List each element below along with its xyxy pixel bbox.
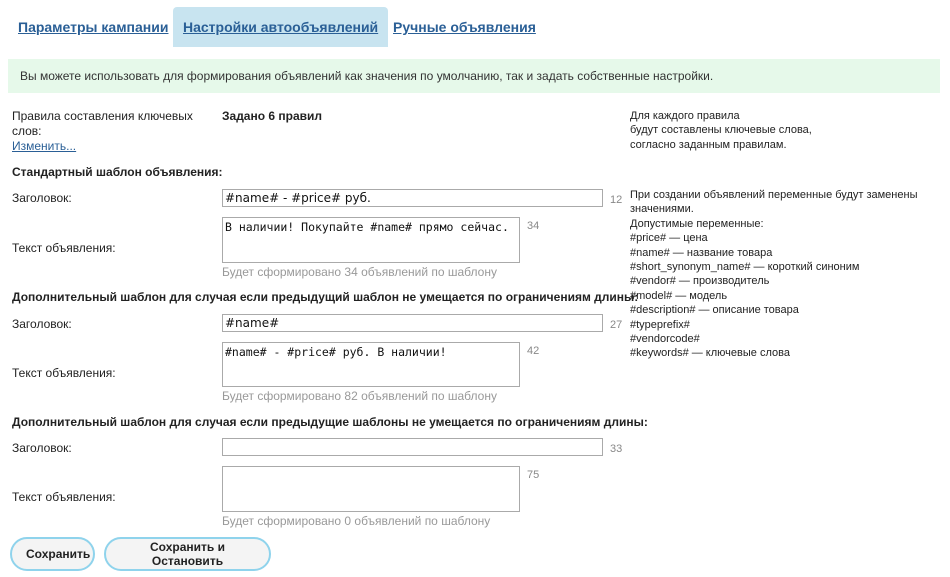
- text-input-standard[interactable]: [222, 217, 520, 263]
- tab-campaign-params[interactable]: Параметры кампании: [18, 19, 169, 35]
- save-button[interactable]: Сохранить: [10, 537, 95, 571]
- text-label: Текст объявления:: [12, 490, 116, 504]
- variable-item: #name# — название товара: [630, 246, 773, 259]
- text-label: Текст объявления:: [12, 241, 116, 255]
- variable-item: #model# — модель: [630, 289, 728, 302]
- rules-label-line1: Правила составления ключевых: [12, 109, 193, 123]
- header-char-counter: 27: [610, 319, 623, 331]
- variable-item: #price# — цена: [630, 232, 708, 245]
- text-input-fallback-2[interactable]: [222, 466, 520, 512]
- rules-note: [630, 109, 930, 152]
- header-char-counter: 12: [610, 194, 623, 206]
- variables-intro-line: При создании объявлений переменные будут заменены: [630, 189, 918, 201]
- text-char-counter: 75: [527, 469, 540, 481]
- rules-note-line: согласно заданным правилам.: [630, 138, 787, 151]
- generated-count-hint: Будет сформировано 34 объявлений по шаблону: [222, 265, 497, 279]
- rules-label-line2: слов:: [12, 124, 42, 138]
- header-label: Заголовок:: [12, 191, 72, 205]
- text-char-counter: 42: [527, 345, 540, 357]
- section-title-standard: Стандартный шаблон объявления:: [12, 165, 223, 179]
- edit-rules-link[interactable]: Изменить...: [12, 139, 77, 153]
- rules-note-line: Для каждого правила: [630, 110, 740, 122]
- generated-count-hint: Будет сформировано 82 объявлений по шаблону: [222, 389, 497, 403]
- variables-title: Допустимые переменные:: [630, 217, 764, 230]
- variable-item: #vendor# — производитель: [630, 275, 770, 288]
- header-input-fallback-2[interactable]: [222, 438, 603, 456]
- variables-intro-line: значениями.: [630, 203, 694, 216]
- header-input-standard[interactable]: [222, 189, 603, 207]
- variables-help: [630, 188, 930, 361]
- text-label: Текст объявления:: [12, 366, 116, 380]
- section-title-fallback-2: Дополнительный шаблон для случая если предыдущие шаблоны не умещается по ограничениям длины:: [12, 415, 648, 429]
- info-message: Вы можете использовать для формирования объявлений как значения по умолчанию, так и задать собственные настройки.: [8, 59, 940, 93]
- rules-note-line: будут составлены ключевые слова,: [630, 124, 812, 137]
- header-label: Заголовок:: [12, 317, 72, 331]
- generated-count-hint: Будет сформировано 0 объявлений по шаблону: [222, 514, 491, 528]
- text-char-counter: 34: [527, 220, 540, 232]
- text-input-fallback-1[interactable]: [222, 342, 520, 387]
- header-input-fallback-1[interactable]: [222, 314, 603, 332]
- tab-manual-ads[interactable]: Ручные объявления: [393, 19, 536, 35]
- section-title-fallback-1: Дополнительный шаблон для случая если предыдущий шаблон не умещается по ограничениям длины:: [12, 290, 639, 304]
- tab-auto-ads-settings[interactable]: Настройки автообъявлений: [173, 7, 388, 47]
- header-label: Заголовок:: [12, 441, 72, 455]
- variable-item: #description# — описание товара: [630, 304, 799, 317]
- variable-item: #keywords# — ключевые слова: [630, 347, 790, 360]
- rules-count: Задано 6 правил: [222, 109, 323, 123]
- variable-item: #typeprefix#: [630, 318, 690, 331]
- save-and-stop-button[interactable]: Сохранить и Остановить: [104, 537, 271, 571]
- header-char-counter: 33: [610, 443, 623, 455]
- variable-item: #short_synonym_name# — короткий синоним: [630, 261, 860, 274]
- variable-item: #vendorcode#: [630, 333, 700, 346]
